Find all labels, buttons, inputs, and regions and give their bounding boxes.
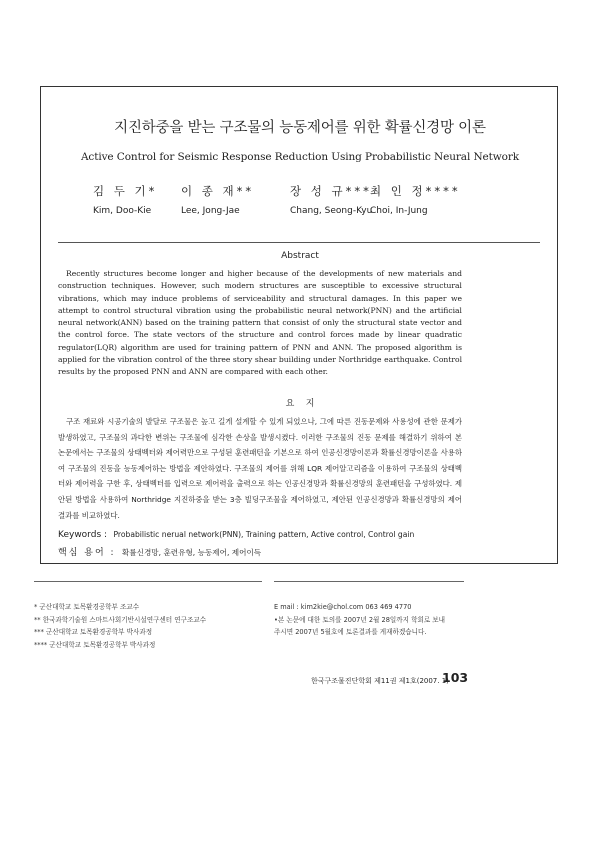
author-1 [93,183,157,216]
footnotes-contact [274,601,464,639]
page-number: 103 [442,670,469,685]
journal-citation: 한국구조물진단학회 제11권 제1호(2007. 1) [311,677,449,685]
author-3 [290,183,372,216]
abstract-heading: Abstract [281,251,319,261]
summary-heading: 요 지 [285,399,315,409]
footnote-item: *** 군산대학교 토목환경공학부 박사과정 [34,628,153,637]
author-2-english-name: Lee, Jong-Jae [181,206,240,216]
title-korean: 지진하중을 받는 구조물의 능동제어를 위한 확률신경망 이론 [114,120,486,136]
summary-text: 구조 재료와 시공기술의 발달로 구조물은 높고 길게 설계할 수 있게 되었으나, 그에 따른 진동문제와 사용성에 관한 문제가 발생하였고, 구조물의 과다한 변위는 구조물에 심각한 손상을 발생시켰다. 이러한 구조물의 진동 문제를 해결하기 위하여 본 논문에서는 구조물의 상태벡터와 제어력만으로 구성된 훈련패턴을 기본으로 하여 인공신경망이론과 확률신경망이론을 사용하여 구조물의 진동을 능동제어하는 방법을 제안하였다. 구조물의 제어를 위해 LQR 제어알고리즘을 이용하여 구조물의 상태벡터와 제어력을 구한 후, 상태벡터를 입력으로 제어력을 출력으로 하는 인공신경망과 확률신경망의 훈련패턴을 구성하였다. 제안된 방법을 사용하여 Northridge 지진하중을 받는 3층 빌딩구조물을 제어하였고, 제안된 인공신경망과 확률신경망의 제어 결과를 비교하였다. [58,417,462,520]
footnotes-affiliations [34,601,206,652]
footnote-item: ** 한국과학기술원 스마트사회기반시설연구센터 연구조교수 [34,615,207,624]
abstract-top-rule [58,242,540,243]
author-4 [370,183,461,216]
keywords-korean-line [58,545,261,558]
footnote-item: **** 군산대학교 토목환경공학부 박사과정 [34,641,156,650]
author-3-english-name: Chang, Seong-Kyu [290,206,373,216]
author-1-english-name: Kim, Doo-Kie [93,206,152,216]
author-2 [181,183,254,216]
author-1-korean-name: 김 두 기* [93,184,158,198]
discussion-notice: 주시면 2007년 5월호에 토론결과를 게재하겠습니다. [274,628,427,637]
footnote-item: * 군산대학교 토목환경공학부 조교수 [34,603,140,611]
keywords-korean-label: 핵심 용어 : [58,548,116,558]
author-3-korean-name: 장 성 규*** [290,184,372,198]
footnote-rule-left [34,581,262,582]
keywords-label: Keywords : [58,530,108,540]
keywords-line [58,530,414,540]
author-4-korean-name: 최 인 정**** [370,184,461,198]
discussion-notice: •본 논문에 대한 토의를 2007년 2월 28일까지 학회로 보내 [274,615,446,624]
keywords-text: Probabilistic nerual network(PNN), Training pattern, Active control, Control gain [113,530,415,539]
author-2-korean-name: 이 종 재** [181,184,255,198]
footnote-rule-right [274,581,464,582]
abstract-text: Recently structures become longer and higher because of the developments of new materials and construction techniques. However, such modern structures are susceptible to excessive structural vibrations, which may induce problems of serviceability and structural damages. In this paper we attempt to control structural vibration using the probabilistic neural network(PNN) and the artificial neural network(ANN) based on the training pattern that consist of only the structural state vector and the control force. The state vectors of the structure and control forces made by linear quadratic regulator(LQR) algorithm are used for training pattern of PNN and ANN. The proposed algorithm is applied for the vibration control of the three story shear building under Northridge earthquake. Control results by the proposed PNN and ANN are compared with each other. [58,269,462,376]
author-4-english-name: Choi, In-Jung [370,206,428,216]
keywords-korean-text: 확률신경망, 훈련유형, 능동제어, 제어이득 [121,548,262,557]
contact-email: E mail : kim2kie@chol.com 063 469 4770 [274,603,412,611]
title-english: Active Control for Seismic Response Reduction Using Probabilistic Neural Network [80,151,520,163]
